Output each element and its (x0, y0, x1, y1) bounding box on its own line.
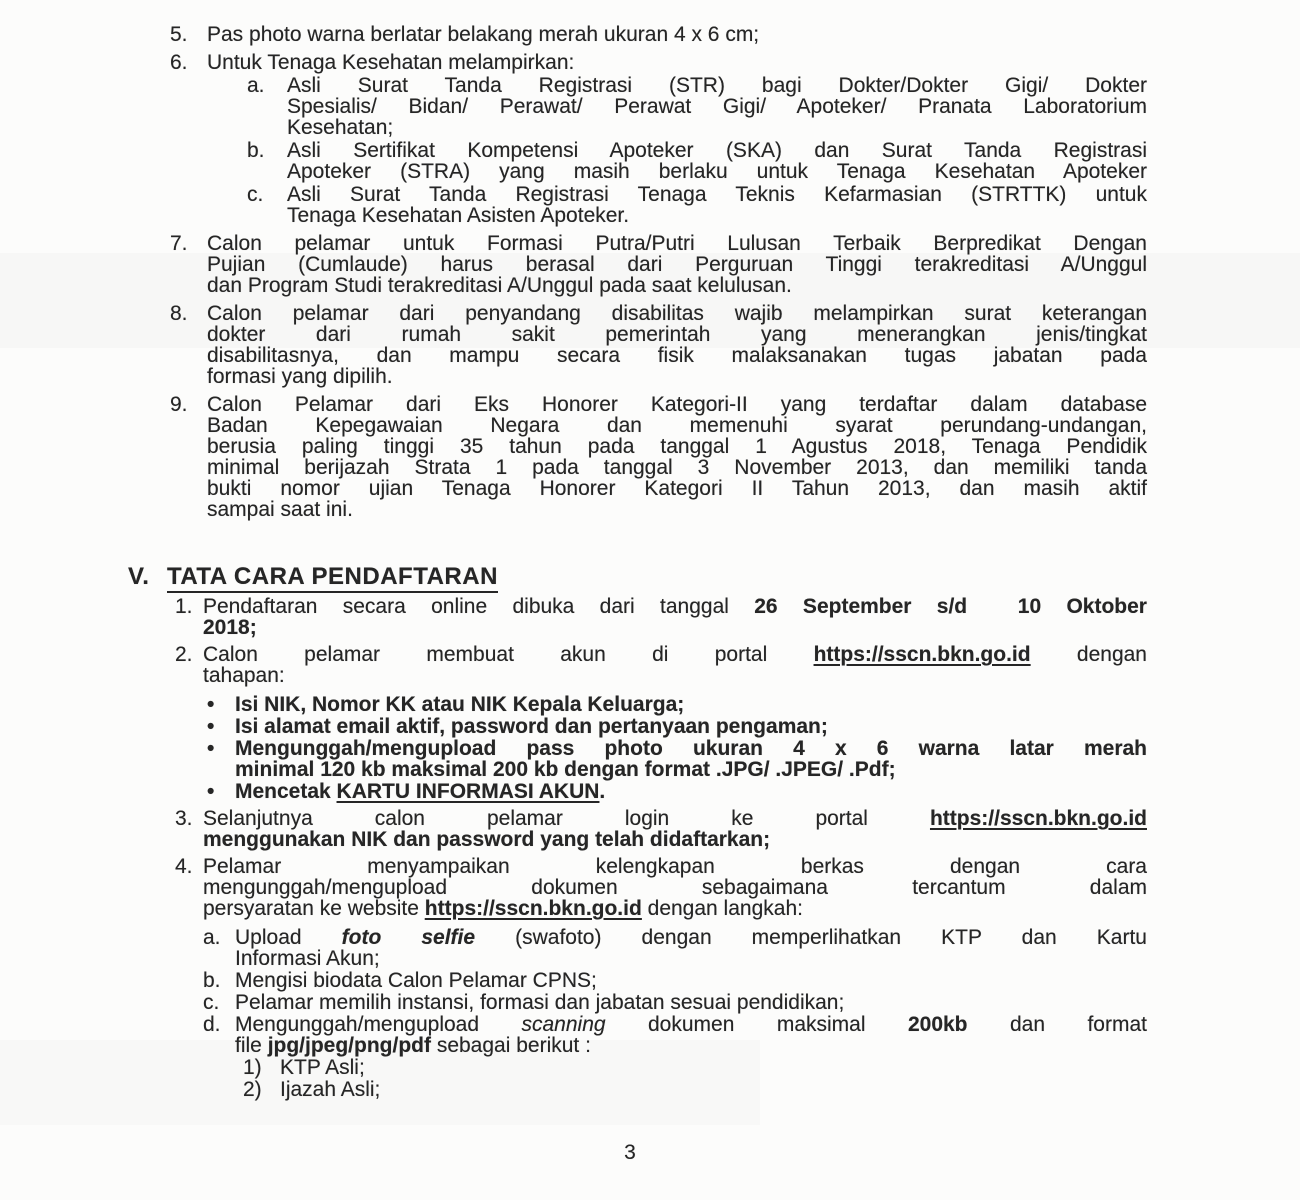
list-item-text (203, 856, 1147, 919)
list-marker: • (207, 737, 215, 760)
text-run: Ijazah Asli; (280, 1078, 381, 1101)
list-marker: • (207, 780, 215, 803)
text-run: jpg/jpeg/png/pdf (267, 1034, 431, 1057)
list-item (0, 1057, 1300, 1078)
text-line (280, 1057, 1147, 1078)
text-run: dan format (967, 1013, 1147, 1036)
section-numeral: V. (128, 563, 150, 590)
text-line (235, 948, 1147, 969)
text-line (203, 617, 1147, 638)
list-marker: d. (203, 1013, 221, 1036)
section-title: TATA CARA PENDAFTARAN (167, 563, 498, 593)
text-run: Mencetak (235, 780, 337, 803)
text-run: Pelamar memilih instansi, formasi dan jabatan sesuai pendidikan; (235, 991, 845, 1014)
text-run: 2018; (203, 616, 257, 639)
text-run: disabilitasnya, dan mampu secara fisik malaksanakan tugas jabatan pada (207, 344, 1147, 367)
document-content (0, 24, 1300, 1100)
text-run: 200kb (907, 1013, 968, 1036)
text-line (207, 24, 1147, 45)
text-line (287, 205, 1147, 226)
underlined-text: https://sscn.bkn.go.id (929, 807, 1147, 830)
text-run: Upload (235, 926, 342, 949)
text-run: foto selfie (341, 926, 476, 949)
text-run: dokumen maksimal (605, 1013, 908, 1036)
text-line (235, 716, 1147, 737)
text-run: Pelamar menyampaikan kelengkapan berkas dengan cara (203, 855, 1147, 878)
text-line (203, 856, 1147, 877)
text-line (235, 1014, 1147, 1035)
list-item-text (207, 394, 1147, 520)
list-marker: c. (247, 183, 264, 206)
list-item (0, 1079, 1300, 1100)
underlined-text: https://sscn.bkn.go.id (424, 897, 642, 920)
text-line (235, 927, 1147, 948)
list-item (0, 808, 1300, 850)
list-marker: 1) (243, 1056, 262, 1079)
text-line (203, 808, 1147, 829)
list-marker: 3. (175, 807, 193, 830)
text-run: 26 September s/d 10 Oktober (754, 595, 1147, 618)
list-item-text (207, 24, 1147, 45)
text-line (235, 970, 1147, 991)
list-item (0, 1014, 1300, 1056)
list-item-text (203, 808, 1147, 850)
text-run: tahapan: (203, 664, 285, 687)
text-line (207, 415, 1147, 436)
text-run: minimal 120 kb maksimal 200 kb dengan format .JPG/ .JPEG/ .Pdf; (235, 758, 896, 781)
text-run: Pas photo warna berlatar belakang merah ukuran 4 x 6 cm; (207, 23, 760, 46)
text-run: formasi yang dipilih. (207, 365, 393, 388)
text-line (203, 596, 1147, 617)
list-item-text (235, 694, 1147, 715)
text-run: dan Program Studi terakreditasi A/Unggul pada saat kelulusan. (207, 274, 792, 297)
list-marker: 7. (170, 232, 188, 255)
list-item-text (235, 781, 1147, 802)
list-item (0, 781, 1300, 802)
text-line (207, 394, 1147, 415)
text-line (207, 499, 1147, 520)
text-run: Tenaga Kesehatan Asisten Apoteker. (287, 204, 630, 227)
list-item (0, 140, 1300, 182)
list-item-text (235, 1014, 1147, 1056)
list-marker: 5. (170, 23, 188, 46)
text-run: dokter dari rumah sakit pemerintah yang menerangkan jenis/tingkat (207, 323, 1147, 346)
registration-steps-list (0, 596, 1300, 1100)
list-marker: 4. (175, 855, 193, 878)
text-run: Kesehatan; (287, 116, 394, 139)
text-run: dengan (1030, 643, 1147, 666)
text-run: dengan langkah: (641, 897, 803, 920)
list-item-text (235, 716, 1147, 737)
list-marker: 8. (170, 302, 188, 325)
list-item-text (280, 1079, 1147, 1100)
list-marker: b. (203, 969, 221, 992)
text-run: Mengisi biodata Calon Pelamar CPNS; (235, 969, 597, 992)
text-run: Pendaftaran secara online dibuka dari tanggal (203, 595, 755, 618)
list-marker: a. (247, 74, 265, 97)
text-run: Calon pelamar membuat akun di portal (203, 643, 814, 666)
list-marker: • (207, 693, 215, 716)
text-line (287, 75, 1147, 96)
list-marker: 1. (175, 595, 193, 618)
text-line (203, 829, 1147, 850)
list-item (0, 233, 1300, 296)
list-marker: a. (203, 926, 221, 949)
text-line (287, 140, 1147, 161)
list-item-text (207, 233, 1147, 296)
text-run: Asli Sertifikat Kompetensi Apoteker (SKA) dan Surat Tanda Registrasi (287, 139, 1147, 162)
text-run: . (599, 780, 606, 803)
text-line (207, 233, 1147, 254)
text-run: KTP Asli; (280, 1056, 365, 1079)
text-line (207, 436, 1147, 457)
text-run: scanning (521, 1013, 606, 1036)
section-heading (0, 564, 1300, 590)
text-line (235, 759, 1147, 780)
list-item (0, 970, 1300, 991)
list-item-text (235, 927, 1147, 969)
text-run: minimal berijazah Strata 1 pada tanggal 3 November 2013, dan memiliki tanda (207, 456, 1147, 479)
list-item-text (280, 1057, 1147, 1078)
list-item-text (287, 140, 1147, 182)
underlined-text: KARTU INFORMASI AKUN (336, 780, 600, 803)
list-item (0, 694, 1300, 715)
list-marker: 2) (243, 1078, 262, 1101)
list-item-text (287, 184, 1147, 226)
underlined-text: https://sscn.bkn.go.id (813, 643, 1031, 666)
text-run: Selanjutnya calon pelamar login ke portal (203, 807, 930, 830)
text-line (235, 1035, 1147, 1056)
list-item (0, 394, 1300, 520)
text-line (207, 303, 1147, 324)
text-run: Pujian (Cumlaude) harus berasal dari Perguruan Tinggi terakreditasi A/Unggul (207, 253, 1147, 276)
text-line (203, 898, 1147, 919)
list-item-text (207, 303, 1147, 387)
list-marker: • (207, 715, 215, 738)
list-item (0, 992, 1300, 1013)
page-number: 3 (624, 1141, 636, 1164)
list-item (0, 927, 1300, 969)
list-item (0, 24, 1300, 45)
list-item-text (207, 52, 1147, 73)
text-run: sebagai berikut : (430, 1034, 591, 1057)
text-line (287, 161, 1147, 182)
text-run: Mengunggah/mengupload pass photo ukuran 4 x 6 warna latar merah (235, 737, 1147, 760)
text-run: (swafoto) dengan memperlihatkan KTP dan Kartu (475, 926, 1147, 949)
requirements-list (0, 24, 1300, 520)
text-run: menggunakan NIK dan password yang telah didaftarkan; (203, 828, 771, 851)
text-line (207, 52, 1147, 73)
list-marker: 2. (175, 643, 193, 666)
text-line (203, 665, 1147, 686)
text-line (207, 478, 1147, 499)
list-item-text (203, 644, 1147, 686)
text-run: Calon pelamar untuk Formasi Putra/Putri Lulusan Terbaik Berpredikat Dengan (207, 232, 1147, 255)
list-marker: c. (203, 991, 220, 1014)
list-item-text (235, 992, 1147, 1013)
list-marker: 9. (170, 393, 188, 416)
list-item-text (203, 596, 1147, 638)
list-item-text (287, 75, 1147, 138)
text-run: berusia paling tinggi 35 tahun pada tanggal 1 Agustus 2018, Tenaga Pendidik (207, 435, 1147, 458)
text-line (207, 254, 1147, 275)
list-marker: 6. (170, 51, 188, 74)
text-run: Untuk Tenaga Kesehatan melampirkan: (207, 51, 575, 74)
text-run: Mengunggah/mengupload (235, 1013, 522, 1036)
text-run: Calon pelamar dari penyandang disabilitas wajib melampirkan surat keterangan (207, 302, 1147, 325)
text-run: Informasi Akun; (235, 947, 380, 970)
text-line (235, 694, 1147, 715)
text-run: Isi alamat email aktif, password dan pertanyaan pengaman; (235, 715, 828, 738)
list-item (0, 856, 1300, 919)
text-line (207, 324, 1147, 345)
list-marker: b. (247, 139, 265, 162)
text-line (235, 781, 1147, 802)
text-line (287, 117, 1147, 138)
text-line (235, 738, 1147, 759)
text-line (287, 184, 1147, 205)
text-run: Apoteker (STRA) yang masih berlaku untuk Tenaga Kesehatan Apoteker (287, 160, 1147, 183)
list-item-text (235, 970, 1147, 991)
text-line (203, 644, 1147, 665)
text-run: file (235, 1034, 268, 1057)
text-run: Isi NIK, Nomor KK atau NIK Kepala Keluarga; (235, 693, 685, 716)
text-run: Badan Kepegawaian Negara dan memenuhi syarat perundang-undangan, (207, 414, 1147, 437)
text-line (207, 275, 1147, 296)
text-line (207, 366, 1147, 387)
list-item (0, 738, 1300, 780)
list-item (0, 596, 1300, 638)
text-line (235, 992, 1147, 1013)
text-run: Spesialis/ Bidan/ Perawat/ Perawat Gigi/ Apoteker/ Pranata Laboratorium (287, 95, 1147, 118)
list-item (0, 644, 1300, 686)
text-run: persyaratan ke website (203, 897, 425, 920)
text-run: mengunggah/mengupload dokumen sebagaimana tercantum dalam (203, 876, 1147, 899)
list-item (0, 184, 1300, 226)
list-item (0, 52, 1300, 73)
text-run: Asli Surat Tanda Registrasi (STR) bagi Dokter/Dokter Gigi/ Dokter (287, 74, 1147, 97)
text-run: bukti nomor ujian Tenaga Honorer Kategori II Tahun 2013, dan masih aktif (207, 477, 1147, 500)
list-item (0, 716, 1300, 737)
text-run: sampai saat ini. (207, 498, 353, 521)
text-line (287, 96, 1147, 117)
text-run: Calon Pelamar dari Eks Honorer Kategori-II yang terdaftar dalam database (207, 393, 1147, 416)
text-line (207, 345, 1147, 366)
text-line (207, 457, 1147, 478)
list-item (0, 303, 1300, 387)
list-item-text (235, 738, 1147, 780)
list-item (0, 75, 1300, 138)
text-line (280, 1079, 1147, 1100)
text-line (203, 877, 1147, 898)
text-run: Asli Surat Tanda Registrasi Tenaga Teknis Kefarmasian (STRTTK) untuk (287, 183, 1147, 206)
